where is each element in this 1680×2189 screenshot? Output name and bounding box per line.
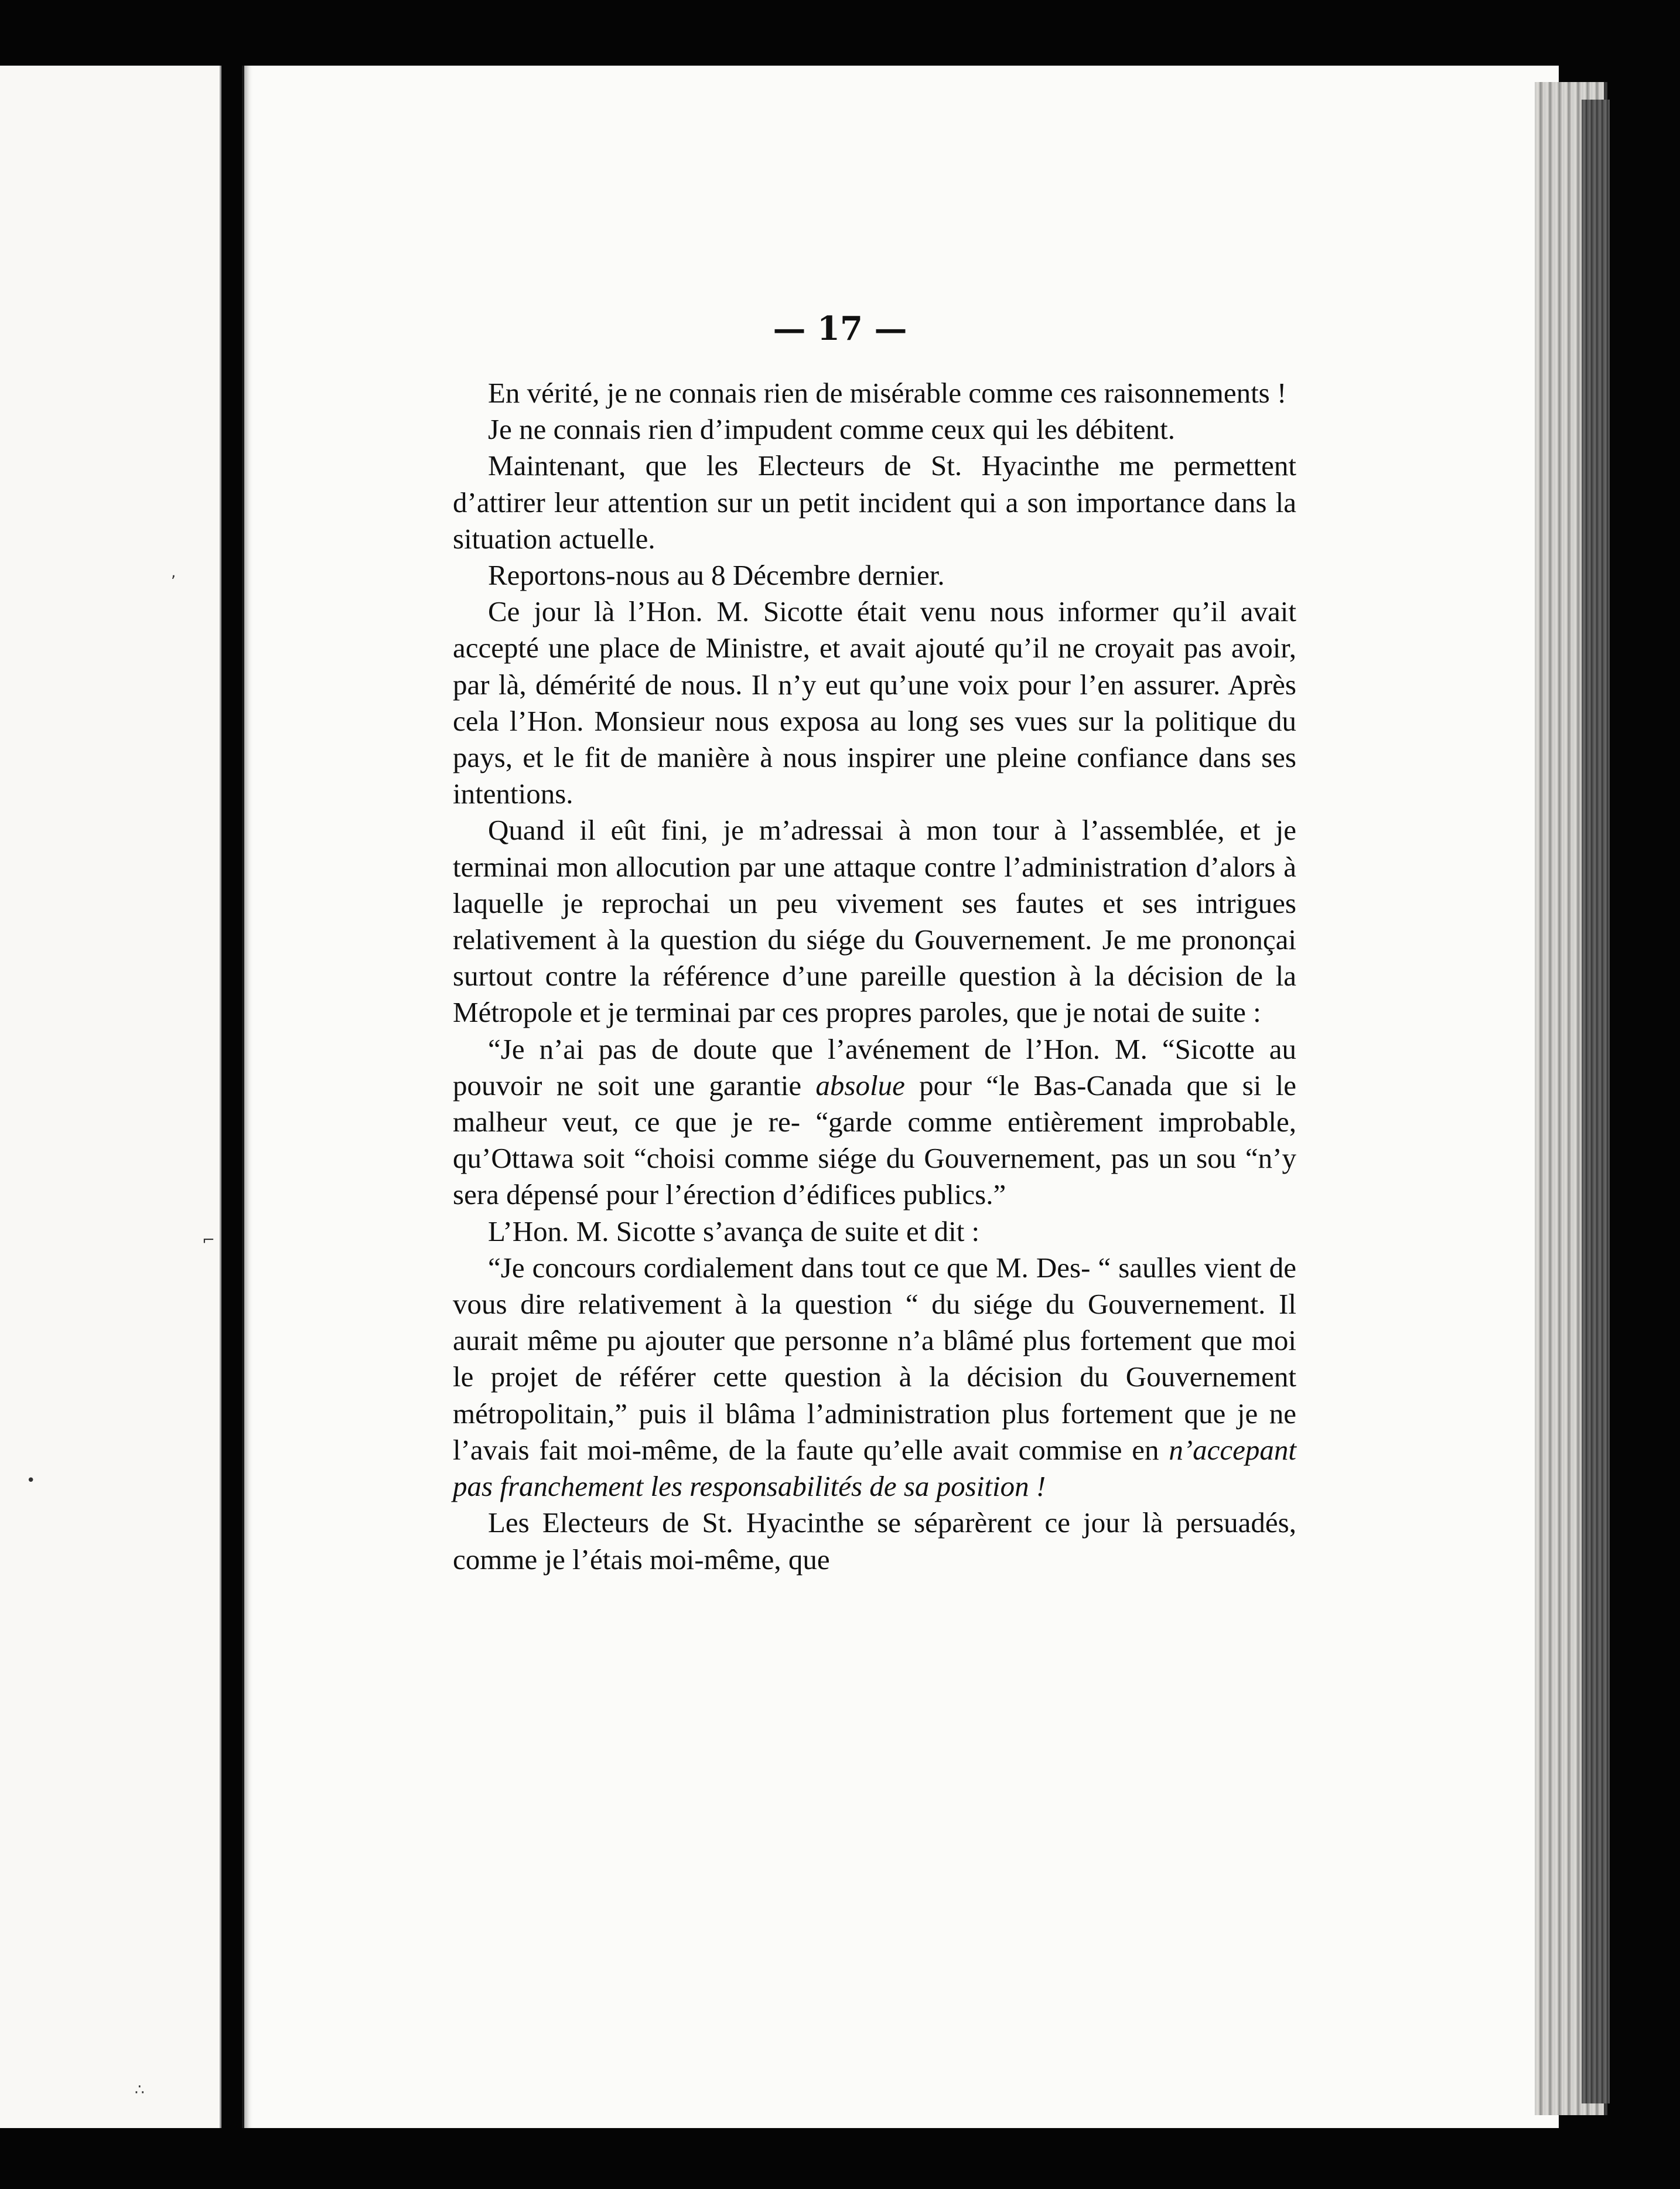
- paragraph: Ce jour là l’Hon. M. Sicotte était venu nous informer qu’il avait accepté une place de Ministre, et avait ajouté qu’il ne croyait pas avoir, par là, démérité de nous. Il n’y eut qu’une voix pour l’en assurer. Après cela l’Hon. Monsieur nous exposa au long ses vues sur la politique du pays, et le fit de manière à nous inspirer une pleine confiance dans ses intentions.: [453, 595, 1296, 810]
- quote-text: “Je concours cordialement dans tout ce que M. Des- “ saulles vient de vous dire relativement à la question “ du siége du Gouvernement. Il aurait même pu ajouter que personne n’a blâmé plus fortement que moi le projet de référer cette question à la décision du Gouvernement métropolitain,” puis il blâma l’administration plus fortement que je ne l’avais fait moi-même, de la faute qu’elle avait commise en: [453, 1251, 1296, 1466]
- quotation: [453, 1031, 1296, 1213]
- quote-emphasis: n’accepant pas franchement les responsabilités de sa position !: [453, 1433, 1296, 1503]
- page-number: — 17 —: [773, 309, 907, 348]
- binding-shadow: [1582, 100, 1610, 2103]
- quote-text: pour “le Bas-Canada que si le malheur veut, ce que je re- “garde comme entièrement improbable, qu’Ottawa soit “choisi comme siége du Gouvernement, pas un sou “n’y sera dépensé pour l’érection d’édifices publics.”: [453, 1069, 1297, 1211]
- quote-text: “Je n’ai pas de doute que l’avénement de l’Hon. M. “Sicotte au pouvoir ne soit une garantie: [453, 1032, 1296, 1102]
- page-speck: •: [26, 1472, 36, 1489]
- page-speck: ∴: [135, 2081, 145, 2099]
- paragraph: Les Electeurs de St. Hyacinthe se séparèrent ce jour là persuadés, comme je l’étais moi-même, que: [453, 1506, 1296, 1576]
- paragraph: Quand il eût fini, je m’adressai à mon tour à l’assemblée, et je terminai mon allocution par une attaque contre l’administration d’alors à laquelle je reprochai un peu vivement ses fautes et ses intrigues relativement à la question du siége du Gouvernement. Je me prononçai surtout contre la référence d’une pareille question à la décision de la Métropole et je terminai par ces propres paroles, que je notai de suite :: [453, 814, 1296, 1029]
- paragraph: Maintenant, que les Electeurs de St. Hyacinthe me permettent d’attirer leur attention sur un petit incident qui a son importance dans la situation actuelle.: [453, 449, 1296, 555]
- paragraph: En vérité, je ne connais rien de misérable comme ces raisonnements !: [488, 377, 1287, 409]
- page-speck: ⌐: [202, 1232, 215, 1249]
- left-page: [0, 66, 221, 2128]
- body-text: [453, 375, 1296, 1578]
- paragraph: Je ne connais rien d’impudent comme ceux qui les débitent.: [488, 413, 1175, 446]
- quotation: [453, 1250, 1296, 1505]
- paragraph: Reportons-nous au 8 Décembre dernier.: [488, 559, 945, 592]
- page-speck: ,: [171, 564, 176, 581]
- paragraph: L’Hon. M. Sicotte s’avança de suite et dit :: [488, 1215, 980, 1247]
- quote-emphasis: absolue: [815, 1069, 905, 1102]
